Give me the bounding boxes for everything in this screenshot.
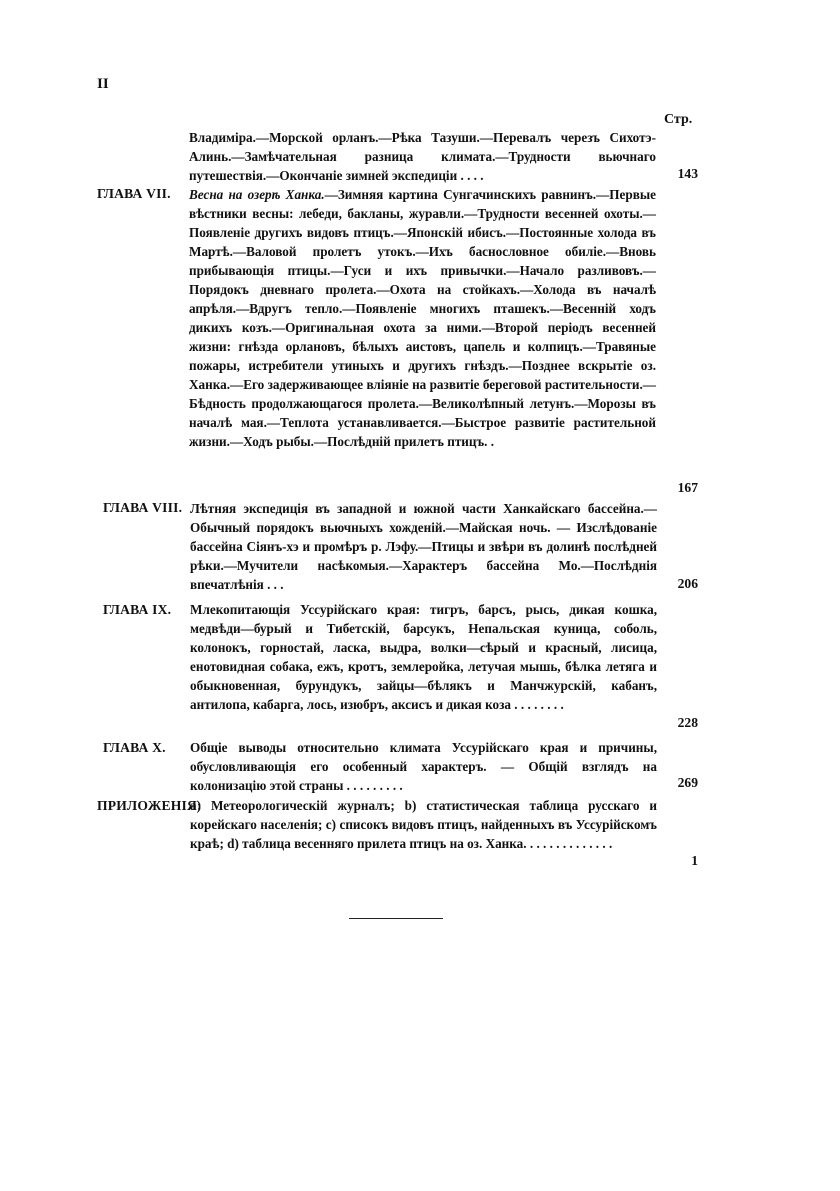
appendix-label: ПРИЛОЖЕНІЯ: [97,798,202,813]
chapter-label: ГЛАВА IX. [103,602,172,617]
toc-entry-text: Общіе выводы относительно климата Уссурійскаго края и причины, обусловливающія его особенный характеръ. — Общій взглядъ на колонизацію этой страны . . . . . . . . . [190,740,657,793]
chapter-summary: —Зимняя картина Сунгачинскихъ равнинъ.—Первые вѣстники весны: лебеди, бакланы, журавли.—Трудности весенней охоты.—Появленіе другихъ видовъ птицъ.—Японскій ибисъ.—Постоянные холода въ Мартѣ.—Валовой пролетъ утокъ.—Ихъ баснословное обиліе.—Вновь прибывающія птицы.—Гуси и ихъ привычки.—Начало разливовъ.—Порядокъ дневнаго пролета.—Охота на стойкахъ.—Холода въ началѣ апрѣля.—Вдругъ тепло.—Появленіе многихъ пташекъ.—Весенній ходъ дикихъ козъ.—Оригинальная охота за ними.—Второй періодъ весенней жизни: гнѣзда орлановъ, бѣлыхъ аистовъ, цапель и колпицъ.—Травяные пожары, истребители утиныхъ и другихъ гнѣздъ.—Позднее вскрытіе оз. Ханка.—Его задерживающее вліяніе на развитіе береговой растительности.—Бѣдность продолжающагося пролета.—Великолѣпный летунъ.—Морозы въ началѣ мая.—Теплота устанавливается.—Быстрое развитіе растительной жизни.—Ходъ рыбы.—Послѣдній прилетъ птицъ. . [189,187,656,449]
toc-page-number: 143 [677,166,698,181]
toc-page-number: 1 [691,853,698,868]
chapter-label: ГЛАВА VII. [97,186,171,201]
toc-entry-continuation-text: Владиміра.—Морской орланъ.—Рѣка Тазуши.—Перевалъ черезъ Сихотэ-Алинь.—Замѣчательная разница климата.—Трудности вьючнаго путешествія.—Окончаніе зимней экспедиціи . . . . [189,130,656,183]
chapter-label: ГЛАВА X. [103,740,166,755]
toc-page-number: 167 [677,480,698,495]
toc-page-number: 228 [677,715,698,730]
toc-entry-text: Лѣтняя экспедиція въ западной и южной части Ханкайскаго бассейна.—Обычный порядокъ вьючныхъ хожденій.—Майская ночь. — Изслѣдованіе бассейна Сіянъ-хэ и промѣръ р. Лэфу.—Птицы и звѣри въ долинѣ послѣдней рѣки.—Мучители насѣкомыя.—Характеръ бассейна Мо.—Послѣднія впечатлѣнія . . . [190,501,657,592]
toc-page-number: 206 [677,576,698,591]
page-column-label: Стр. [664,112,693,127]
toc-entry-text: Млекопитающія Уссурійскаго края: тигръ, барсъ, рысь, дикая кошка, медвѣди—бурый и Тибетскій, барсукъ, Непальская куница, соболь, колонокъ, горностай, ласка, выдра, волки—сѣрый и красный, лисица, енотовидная собака, ежъ, кротъ, землеройка, летучая мышь, бѣлка летяга и обыкновенная, бурундукъ, зайцы—бѣлякъ и Манчжурскій, кабанъ, антилопа, кабарга, лось, изюбръ, аксисъ и дикая коза . . . . . . . . [190,602,657,712]
toc-entry-text: a) Метеорологическій журналъ; b) статистическая таблица русскаго и корейскаго населенія; c) списокъ видовъ птицъ, найденныхъ въ Уссурійскомъ краѣ; d) таблица весенняго прилета птицъ на оз. Ханка. . . . . . . . . . . . . . [190,798,657,851]
chapter-label: ГЛАВА VIII. [103,500,183,515]
toc-page-number: 269 [677,775,698,790]
toc-entry-text [189,185,656,451]
section-divider [349,918,443,919]
chapter-title: Весна на озерѣ Ханка. [189,187,325,202]
page-number: II [97,76,109,92]
